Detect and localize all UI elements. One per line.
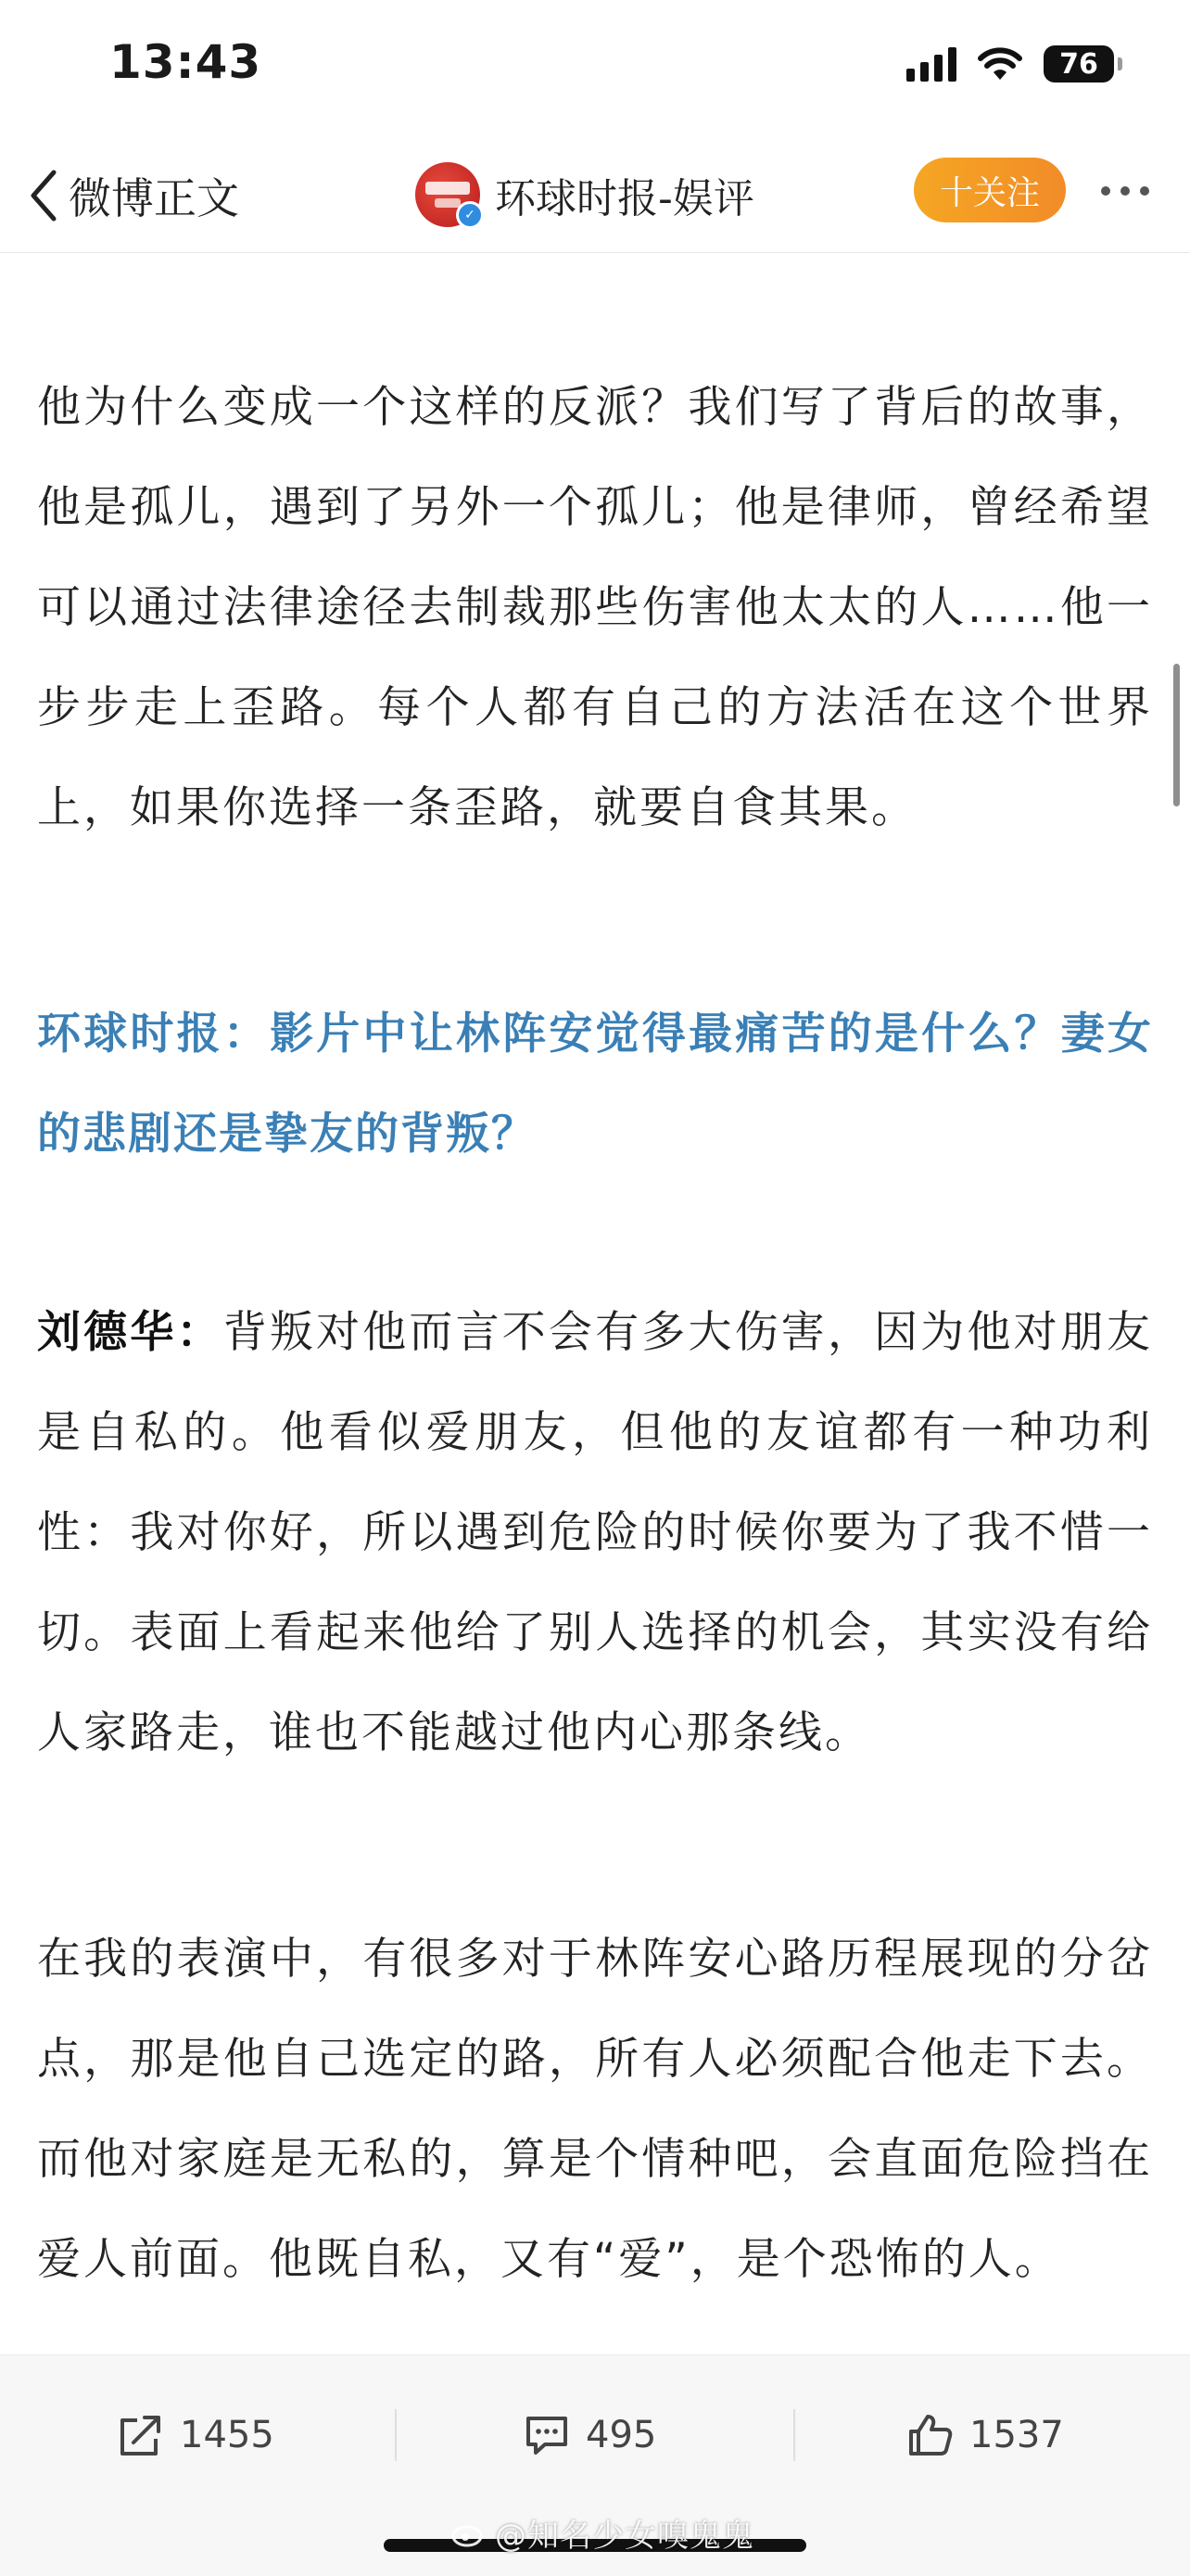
interview-answer: [37, 1283, 1153, 1783]
divider: [793, 2409, 795, 2461]
nav-title: 微博正文: [69, 173, 239, 223]
comment-button[interactable]: [523, 2405, 656, 2465]
follow-button[interactable]: 十关注: [914, 158, 1066, 222]
weibo-logo-icon: [450, 2519, 487, 2548]
interview-question: 环球时报：影片中让林阵安觉得最痛苦的是什么？妻女的悲剧还是挚友的背叛？: [37, 1009, 1153, 1160]
nav-bar: [0, 139, 1190, 253]
battery-level: 76: [1059, 47, 1098, 81]
account-avatar[interactable]: [415, 162, 480, 227]
comment-icon: [523, 2413, 571, 2457]
share-icon: [117, 2413, 165, 2457]
watermark: [450, 2510, 754, 2556]
like-icon: [906, 2412, 955, 2458]
divider: [395, 2409, 397, 2461]
like-count: 1537: [969, 2414, 1064, 2456]
article-paragraph: 在我的表演中，有很多对于林阵安心路历程展现的分岔点，那是他自己选定的路，所有人必须配合他走下去。而他对家庭是无私的，算是个情种吧，会直面危险挡在爱人前面。他既自私，又有“爱”，是个恐怖的人。: [37, 1934, 1153, 2285]
status-time: 13:43: [109, 35, 262, 89]
account-header[interactable]: [415, 158, 754, 232]
share-button[interactable]: [117, 2405, 274, 2465]
like-button[interactable]: [906, 2405, 1064, 2465]
verified-icon: ✓: [456, 201, 484, 229]
share-count: 1455: [180, 2414, 274, 2456]
answer-text: 背叛对他而言不会有多大伤害，因为他对朋友是自私的。他看似爱朋友，但他的友谊都有一种功利性：我对你好，所以遇到危险的时候你要为了我不惜一切。表面上看起来他给了别人选择的机会，其实没有给人家路走，谁也不能越过他内心那条线。: [37, 1307, 1154, 1758]
battery-icon: [1044, 45, 1114, 82]
status-icons: [906, 41, 1114, 87]
speaker-label: 刘德华：: [37, 1307, 223, 1358]
scroll-indicator[interactable]: [1173, 664, 1180, 806]
wifi-icon: [977, 46, 1023, 82]
comment-count: 495: [586, 2414, 657, 2456]
account-name[interactable]: 环球时报-娱评: [495, 175, 754, 222]
back-button[interactable]: [28, 163, 239, 228]
status-bar: [0, 0, 1190, 139]
watermark-text: @知名少女嗅鬼鬼: [495, 2518, 754, 2555]
more-icon[interactable]: [1088, 172, 1162, 209]
back-chevron-icon: [28, 169, 59, 222]
signal-icon: [906, 46, 956, 82]
article-paragraph: 他为什么变成一个这样的反派？我们写了背后的故事，他是孤儿，遇到了另外一个孤儿；他是律师，曾经希望可以通过法律途径去制裁那些伤害他太太的人……他一步步走上歪路。每个人都有自己的方法活在这个世界上，如果你选择一条歪路，就要自食其果。: [37, 382, 1153, 833]
